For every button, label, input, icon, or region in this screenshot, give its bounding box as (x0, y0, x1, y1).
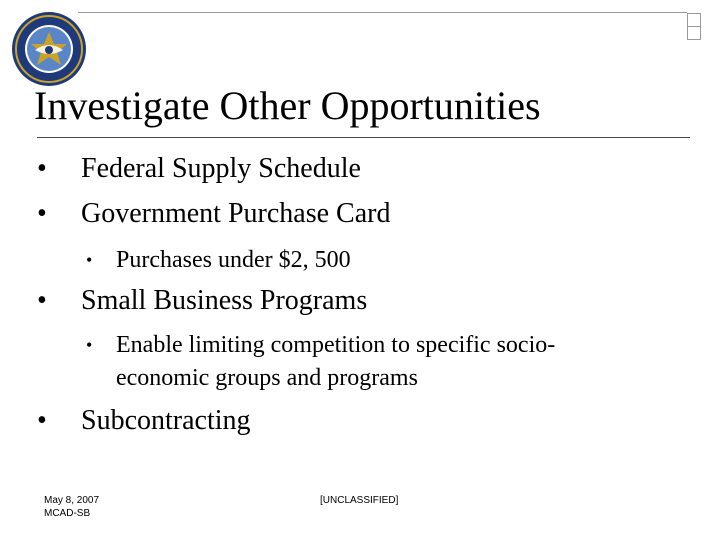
footer-classification: [UNCLASSIFIED] (320, 495, 399, 506)
bullet-text: Subcontracting (81, 405, 251, 436)
bullet-text: Purchases under $2, 500 (116, 247, 351, 273)
bullet-marker: • (37, 285, 47, 316)
bullet-text: Small Business Programs (81, 285, 368, 316)
bullet-marker: • (37, 153, 47, 184)
footer-date: May 8, 2007 (44, 495, 100, 506)
slide-title: Investigate Other Opportunities (34, 83, 541, 128)
bullet-text-line-2: economic groups and programs (116, 365, 418, 391)
bullet-marker: • (37, 405, 47, 436)
bullet-text: Federal Supply Schedule (81, 153, 361, 184)
bullet-marker: • (86, 335, 93, 355)
bullet-marker: • (37, 198, 47, 229)
bullet-marker: • (86, 250, 93, 270)
footer-org: MCAD-SB (44, 508, 91, 519)
bullet-text-line-1: Enable limiting competition to specific socio- (116, 332, 556, 358)
bullet-text: Government Purchase Card (81, 198, 391, 229)
